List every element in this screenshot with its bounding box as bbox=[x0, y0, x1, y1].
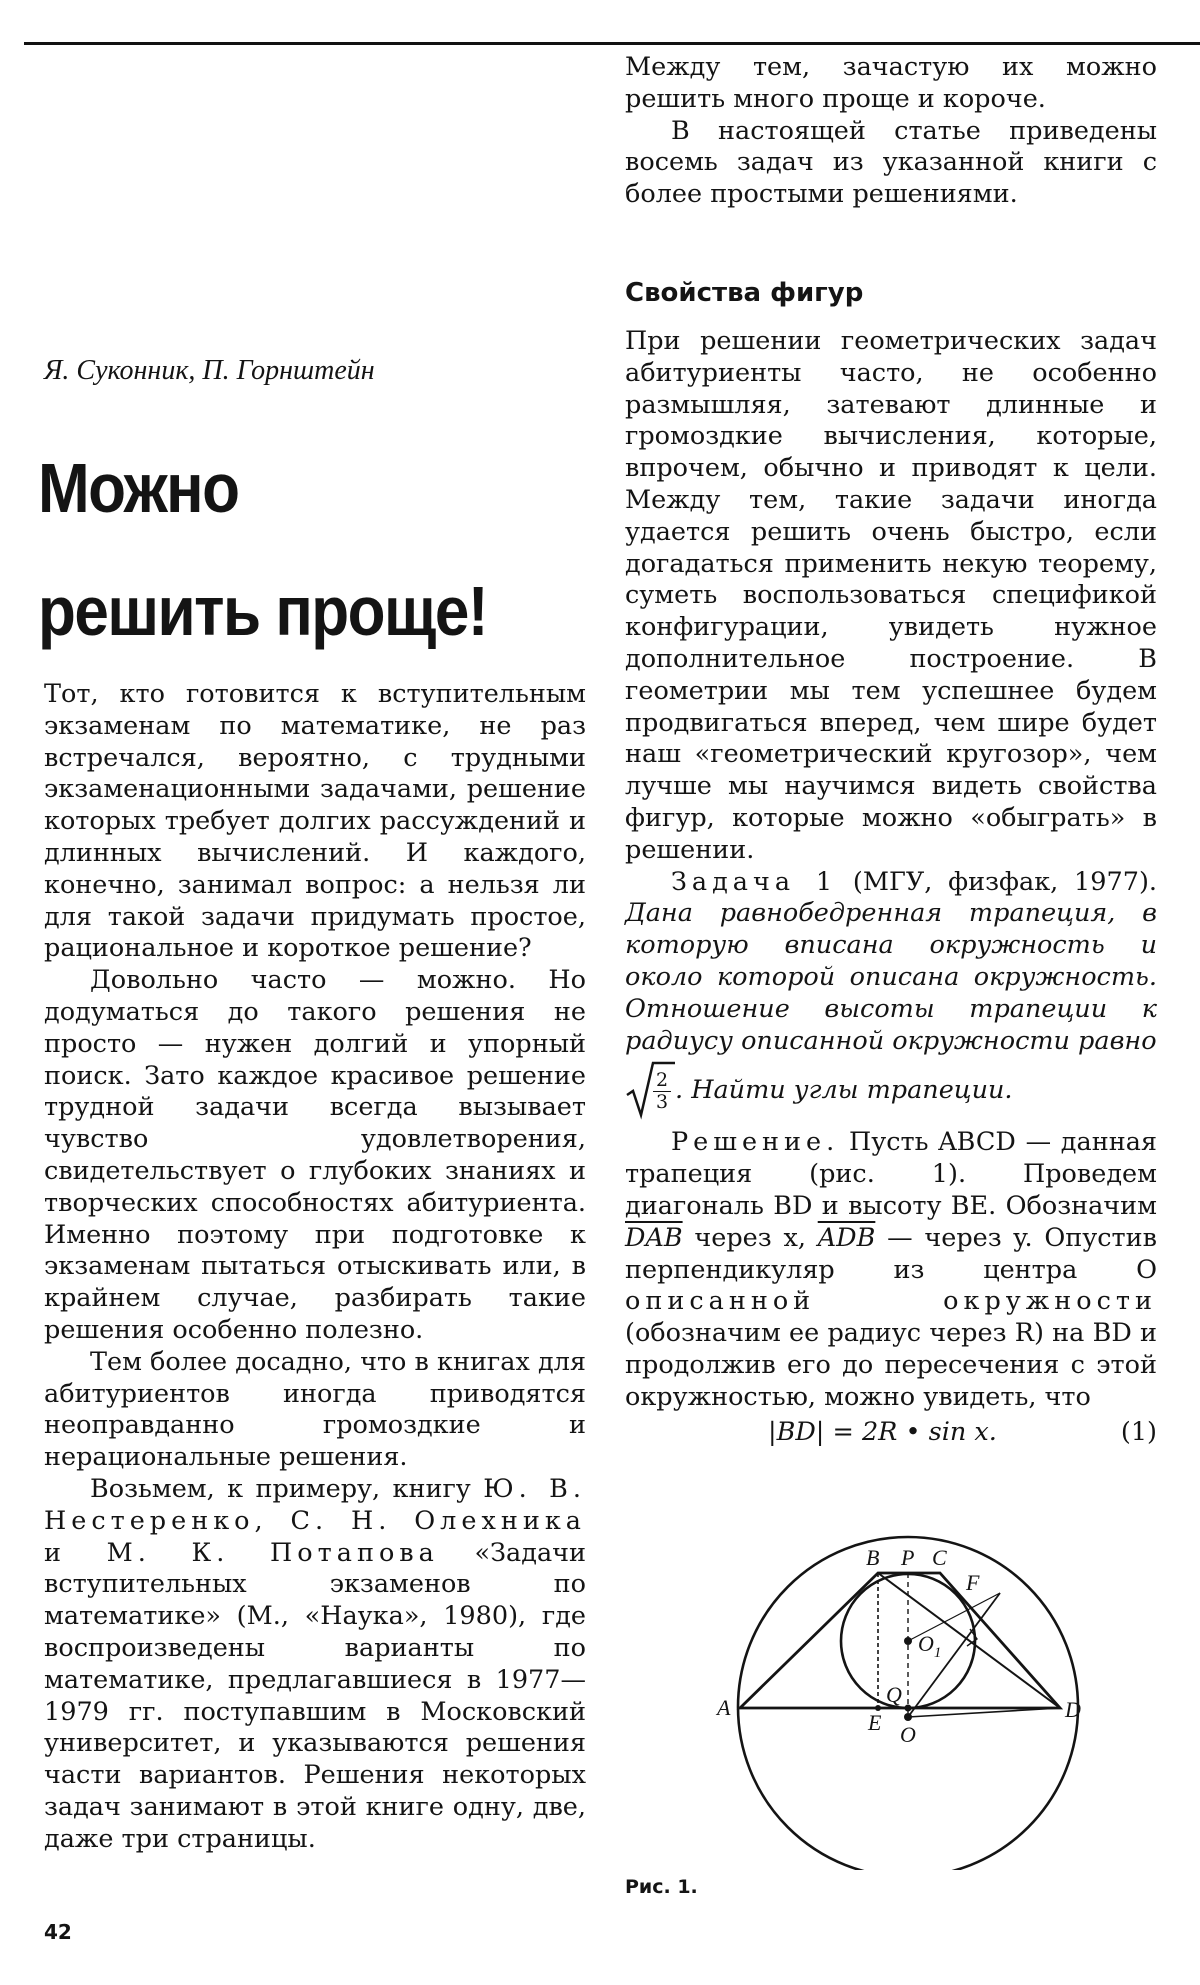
angle-dab: $\overline{DAB}$ bbox=[625, 1222, 683, 1253]
label-p: P bbox=[901, 1545, 915, 1570]
label-q: Q bbox=[886, 1682, 902, 1707]
label-o1 bbox=[918, 1631, 941, 1661]
circumscribed-circle-term: описанной окружности bbox=[625, 1286, 1157, 1317]
paragraph-2: Довольно часто — можно. Но додуматься до такого решения не просто — нужен долгий и упорный поиск. Зато каждое красивое решение трудной задачи всегда вызывает чувство удовлетворения, свидетельствует о глубоких знаниях и творческих способностях абитуриента. Именно поэтому при подготовке к экзаменам пытаться отыскивать или, в крайнем случае, разбирать такие решения особенно полезно. bbox=[44, 965, 586, 1345]
formula-number: (1) bbox=[1120, 1416, 1157, 1447]
solution-text-d: (обозначим ее радиус через R) на BD и продолжив его до пересечения с этой окружностью, можно увидеть, что bbox=[625, 1318, 1157, 1412]
paragraph-4 bbox=[44, 1474, 586, 1856]
paragraph-overview: В настоящей статье приведены восемь задач из указанной книги с более простыми решениями. bbox=[625, 115, 1157, 210]
page-number: 42 bbox=[44, 1920, 72, 1944]
section-paragraph: При решении геометрических задач абитуриенты часто, не особенно размышляя, затевают длинные и громоздкие вычисления, которые, впрочем, обычно и приводят к цели. Между тем, такие задачи иногда удается решить очень быстро, если догадаться применить некую теорему, суметь воспользоваться спецификой конфигурации, увидеть нужное дополнительное построение. В геометрии мы тем успешнее будем продвигаться вперед, чем шире будет наш «геометрический кругозор», чем лучше мы научимся видеть свойства фигур, которые можно «обыграть» в решении. bbox=[625, 326, 1157, 865]
paragraph-3: Тем более досадно, что в книгах для абитуриентов иногда приводятся неоправданно громоздкие и нерациональные решения. bbox=[44, 1346, 586, 1473]
label-o1-main: O bbox=[918, 1631, 934, 1656]
label-o1-sub: 1 bbox=[933, 1645, 942, 1661]
label-e: E bbox=[868, 1710, 882, 1735]
top-rule bbox=[24, 42, 1200, 45]
intro-paragraph: Тот, кто готовится к вступительным экзаменам по математике, не раз встречался, вероятно, с трудными экзаменационными задачами, решение которых требует долгих рассуждений и длинных вычислений. И каждого, конечно, занимал вопрос: а нельзя ли для такой задачи придумать простое, рациональное и короткое решение? bbox=[44, 679, 586, 964]
problem-statement: Дана равнобедренная трапеция, в которую вписана окружность и около которой описана окружность. Отношение высоты трапеции к радиусу описанной окружности равно bbox=[625, 898, 1157, 1056]
point-o1 bbox=[904, 1637, 912, 1645]
solution-text-c: — через y. Опустив перпендикуляр из центра O bbox=[625, 1222, 1157, 1285]
formula-expression: |BD| = 2R • sin x. bbox=[768, 1416, 997, 1447]
problem-1-sqrt-line bbox=[625, 1061, 1157, 1121]
section-heading: Свойства фигур bbox=[625, 278, 864, 308]
label-o: O bbox=[900, 1722, 916, 1747]
problem-label: Задача 1 bbox=[671, 866, 838, 897]
problem-source: (МГУ, физфак, 1977). bbox=[852, 866, 1158, 897]
article-title bbox=[38, 428, 487, 674]
label-f: F bbox=[966, 1570, 980, 1595]
title-line-1: Можно bbox=[38, 450, 239, 528]
figure-caption: Рис. 1. bbox=[625, 1876, 698, 1898]
fraction-numerator: 2 bbox=[653, 1070, 671, 1092]
solution-text-a: Пусть ABCD — данная трапеция (рис. 1). Проведем диагональ BD и высоту BE. Обозначим bbox=[625, 1127, 1157, 1221]
book-authors: Ю. В. Нестеренко, С. Н. Олехника и М. К. Потапова bbox=[44, 1473, 586, 1568]
right-column-top bbox=[625, 52, 1157, 211]
solution-paragraph bbox=[625, 1127, 1157, 1413]
formula-1 bbox=[625, 1416, 1157, 1450]
label-c: C bbox=[932, 1545, 947, 1570]
label-d: D bbox=[1065, 1697, 1081, 1722]
paragraph-4-rest: «Задачи вступительных экзаменов по математике» (М., «Наука», 1980), где воспроизведены варианты по математике, предлагавшиеся в 1977—1979 гг. поступавшим в Московский университет, и указываются решения части вариантов. Решения некоторых задач занимают в этой книге одну, две, даже три страницы. bbox=[44, 1537, 586, 1854]
title-line-2: решить проще! bbox=[38, 573, 487, 651]
article-authors: Я. Суконник, П. Горнштейн bbox=[44, 355, 375, 386]
right-column-main bbox=[625, 326, 1157, 1450]
problem-task: . Найти углы трапеции. bbox=[675, 1075, 1013, 1106]
continuation-paragraph: Между тем, зачастую их можно решить много проще и короче. bbox=[625, 52, 1157, 114]
label-a: A bbox=[717, 1695, 731, 1720]
paragraph-4-lead: Возьмем, к примеру, книгу bbox=[90, 1473, 471, 1504]
sqrt-fraction bbox=[653, 1070, 671, 1113]
angle-adb: $\overline{ADB}$ bbox=[817, 1222, 876, 1253]
label-b: B bbox=[866, 1545, 880, 1570]
solution-text-b: через x, bbox=[694, 1222, 806, 1253]
left-column bbox=[44, 679, 586, 1855]
fraction-denominator: 3 bbox=[656, 1090, 669, 1113]
figure-1-diagram bbox=[700, 1525, 1120, 1870]
sqrt-expression bbox=[625, 1061, 675, 1121]
point-q bbox=[905, 1705, 912, 1712]
point-o bbox=[904, 1713, 912, 1721]
problem-1 bbox=[625, 867, 1157, 1058]
solution-label: Решение. bbox=[671, 1127, 840, 1158]
